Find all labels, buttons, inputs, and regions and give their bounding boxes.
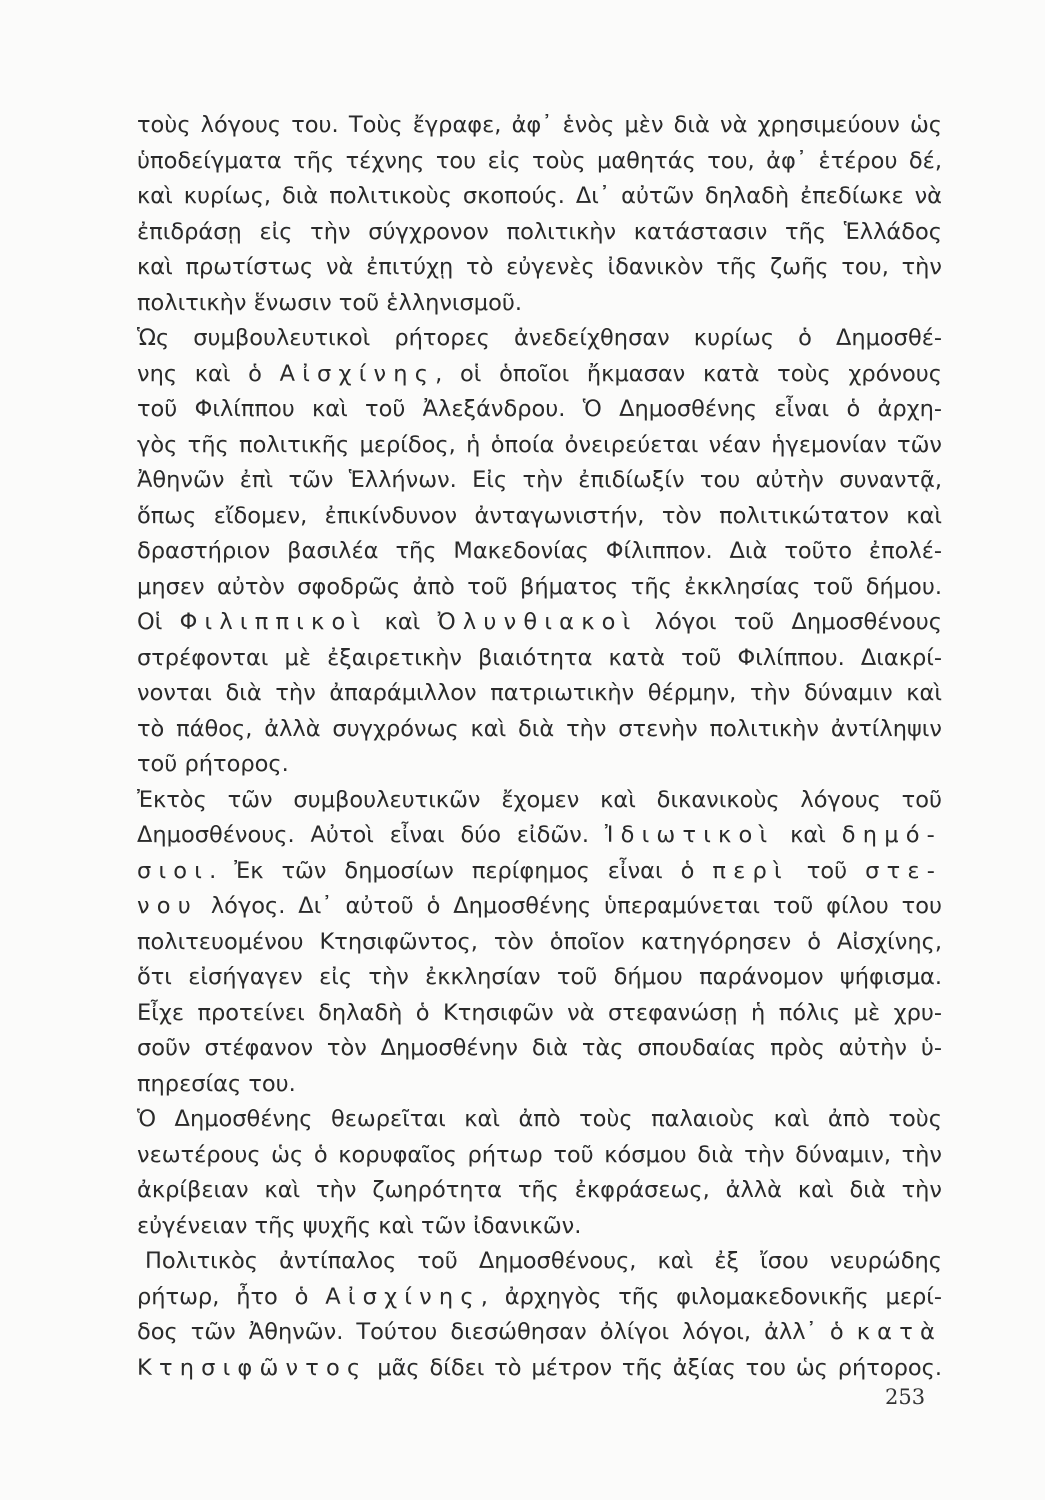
- text-line: [137, 215, 942, 251]
- text-segment: τοῦ ρήτορος.: [137, 751, 289, 777]
- text-segment: , ἀρχηγὸς τῆς φιλομακεδονικῆς μερί-: [480, 1283, 942, 1310]
- text-segment: ρήτωρ, ἦτο ὁ: [137, 1283, 326, 1310]
- text-segment: καὶ πρωτίστως νὰ ἐπιτύχῃ τὸ εὐγενὲς ἰδανικὸν τῆς ζωῆς του, τὴν: [137, 254, 942, 280]
- text-line: [137, 428, 942, 464]
- text-segment: πηρεσίας του.: [137, 1070, 296, 1097]
- text-line: [137, 1209, 942, 1245]
- text-line: [137, 925, 942, 961]
- text-line: [137, 570, 942, 606]
- text-line: [137, 179, 942, 215]
- spaced-emphasis-text: Κτησιφῶντος: [137, 1354, 368, 1381]
- text-segment: Πολιτικὸς ἀντίπαλος τοῦ Δημοσθένους, καὶ ἐξ ἴσου νευρώδης: [145, 1248, 942, 1274]
- spaced-emphasis-text: Φιλιππικοὶ: [179, 609, 368, 635]
- text-segment: μᾶς δίδει τὸ μέτρον τῆς ἀξίας του ὡς ρήτορος.: [367, 1354, 942, 1381]
- spaced-emphasis-text: περὶ: [712, 857, 789, 884]
- text-line: [137, 641, 942, 677]
- text-line: [137, 1280, 942, 1316]
- text-segment: γὸς τῆς πολιτικῆς μερίδος, ἡ ὁποία ὀνειρεύεται νέαν ἡγεμονίαν τῶν: [137, 431, 942, 458]
- text-line: [137, 321, 942, 357]
- text-line: [137, 1173, 942, 1209]
- text-segment: Ἀθηνῶν ἐπὶ τῶν Ἑλλήνων. Εἰς τὴν ἐπιδίωξίν του αὐτὴν συναντᾷ,: [137, 467, 942, 493]
- page-number: 253: [885, 1385, 926, 1409]
- text-line: [137, 676, 942, 712]
- text-segment: λόγοι τοῦ Δημοσθένους: [637, 609, 942, 635]
- text-segment: ὑποδείγματα τῆς τέχνης του εἰς τοὺς μαθητάς του, ἀφ᾽ ἑτέρου δέ,: [137, 147, 942, 174]
- spaced-emphasis-text: νου: [137, 893, 198, 919]
- text-line: [137, 1138, 942, 1174]
- body-text: [137, 108, 942, 1386]
- text-line: [137, 108, 942, 144]
- text-line: [137, 605, 942, 641]
- text-line: [137, 499, 942, 535]
- text-line: [137, 854, 942, 890]
- text-segment: εὐγένειαν τῆς ψυχῆς καὶ τῶν ἰδανικῶν.: [137, 1212, 582, 1239]
- text-line: [137, 357, 942, 393]
- spaced-emphasis-text: Ἰδιωτικοὶ: [604, 822, 775, 848]
- text-line: [137, 250, 942, 286]
- text-segment: τὸ πάθος, ἀλλὰ συγχρόνως καὶ διὰ τὴν στενὴν πολιτικὴν ἀντίληψιν: [137, 715, 942, 742]
- spaced-emphasis-text: Αἰσχίνης: [325, 1283, 481, 1310]
- spaced-emphasis-text: στε-: [865, 857, 942, 884]
- text-segment: σοῦν στέφανον τὸν Δημοσθένην διὰ τὰς σπουδαίας πρὸς αὐτὴν ὑ-: [137, 1035, 942, 1061]
- text-line: [137, 463, 942, 499]
- text-segment: νεωτέρους ὡς ὁ κορυφαῖος ρήτωρ τοῦ κόσμου διὰ τὴν δύναμιν, τὴν: [137, 1141, 942, 1168]
- text-line: [137, 534, 942, 570]
- text-line: [137, 1031, 942, 1067]
- text-segment: τοῦ: [788, 857, 866, 884]
- text-segment: λόγος. Δι᾽ αὐτοῦ ὁ Δημοσθένης ὑπεραμύνεται τοῦ φίλου του: [197, 893, 942, 919]
- text-segment: Ἐκτὸς τῶν συμβουλευτικῶν ἔχομεν καὶ δικανικοὺς λόγους τοῦ: [137, 786, 942, 813]
- text-segment: δραστήριον βασιλέα τῆς Μακεδονίας Φίλιππον. Διὰ τοῦτο ἐπολέ-: [137, 538, 942, 564]
- text-segment: καὶ κυρίως, διὰ πολιτικοὺς σκοπούς. Δι᾽ αὐτῶν δηλαδὴ ἐπεδίωκε νὰ: [137, 183, 942, 209]
- text-segment: ἐπιδράσῃ εἰς τὴν σύγχρονον πολιτικὴν κατάστασιν τῆς Ἑλλάδος: [137, 218, 942, 245]
- text-segment: Δημοσθένους. Αὐτοὶ εἶναι δύο εἰδῶν.: [137, 822, 605, 848]
- spaced-emphasis-text: δημό-: [841, 822, 942, 848]
- text-segment: πολιτευομένου Κτησιφῶντος, τὸν ὁποῖον κατηγόρησεν ὁ Αἰσχίνης,: [137, 928, 942, 955]
- text-segment: Οἱ: [137, 609, 180, 635]
- text-line: [137, 960, 942, 996]
- text-segment: νονται διὰ τὴν ἀπαράμιλλον πατριωτικὴν θέρμην, τὴν δύναμιν καὶ: [137, 680, 942, 706]
- text-line: [137, 1244, 942, 1280]
- text-line: [137, 996, 942, 1032]
- spaced-emphasis-text: Ὀλυνθιακοὶ: [437, 609, 638, 635]
- text-segment: . Ἐκ τῶν δημοσίων περίφημος εἶναι ὁ: [209, 857, 713, 884]
- text-segment: νης καὶ ὁ: [137, 360, 280, 387]
- text-segment: Εἶχε προτείνει δηλαδὴ ὁ Κτησιφῶν νὰ στεφανώσῃ ἡ πόλις μὲ χρυ-: [137, 999, 942, 1026]
- text-segment: ἀκρίβειαν καὶ τὴν ζωηρότητα τῆς ἐκφράσεως, ἀλλὰ καὶ διὰ τὴν: [137, 1177, 942, 1203]
- text-line: [137, 818, 942, 854]
- text-line: [137, 712, 942, 748]
- text-line: [137, 1067, 942, 1103]
- text-segment: , οἱ ὁποῖοι ἤκμασαν κατὰ τοὺς χρόνους: [435, 360, 942, 387]
- text-line: [137, 1351, 942, 1387]
- text-segment: Ὡς συμβουλευτικοὶ ρήτορες ἀνεδείχθησαν κυρίως ὁ Δημοσθέ-: [137, 325, 942, 351]
- text-segment: τοῦ Φιλίππου καὶ τοῦ Ἀλεξάνδρου. Ὁ Δημοσθένης εἶναι ὁ ἀρχη-: [137, 396, 942, 422]
- text-segment: δος τῶν Ἀθηνῶν. Τούτου διεσώθησαν ὀλίγοι λόγοι, ἀλλ᾽ ὁ: [137, 1319, 857, 1345]
- text-line: [137, 1315, 942, 1351]
- text-segment: στρέφονται μὲ ἐξαιρετικὴν βιαιότητα κατὰ τοῦ Φιλίππου. Διακρί-: [137, 644, 942, 671]
- text-segment: μησεν αὐτὸν σφοδρῶς ἀπὸ τοῦ βήματος τῆς ἐκκλησίας τοῦ δήμου.: [137, 573, 942, 600]
- spaced-emphasis-text: κατὰ: [856, 1319, 942, 1345]
- text-line: [137, 1102, 942, 1138]
- text-segment: τοὺς λόγους του. Τοὺς ἔγραφε, ἀφ᾽ ἑνὸς μὲν διὰ νὰ χρησιμεύουν ὡς: [137, 112, 942, 138]
- text-line: [137, 392, 942, 428]
- text-segment: ὅτι εἰσήγαγεν εἰς τὴν ἐκκλησίαν τοῦ δήμου παράνομον ψήφισμα.: [137, 964, 942, 990]
- text-line: [137, 889, 942, 925]
- text-segment: ὅπως εἴδομεν, ἐπικίνδυνον ἀνταγωνιστήν, τὸν πολιτικώτατον καὶ: [137, 502, 942, 529]
- spaced-emphasis-text: Αἰσχίνης: [279, 360, 436, 387]
- text-segment: καὶ: [774, 822, 842, 848]
- text-line: [137, 286, 942, 322]
- text-segment: καὶ: [367, 609, 438, 635]
- text-segment: Ὁ Δημοσθένης θεωρεῖται καὶ ἀπὸ τοὺς παλαιοὺς καὶ ἀπὸ τοὺς: [137, 1106, 942, 1132]
- text-line: [137, 144, 942, 180]
- text-line: [137, 747, 942, 783]
- text-segment: πολιτικὴν ἕνωσιν τοῦ ἑλληνισμοῦ.: [137, 289, 523, 316]
- text-line: [137, 783, 942, 819]
- spaced-emphasis-text: σιοι: [137, 857, 210, 884]
